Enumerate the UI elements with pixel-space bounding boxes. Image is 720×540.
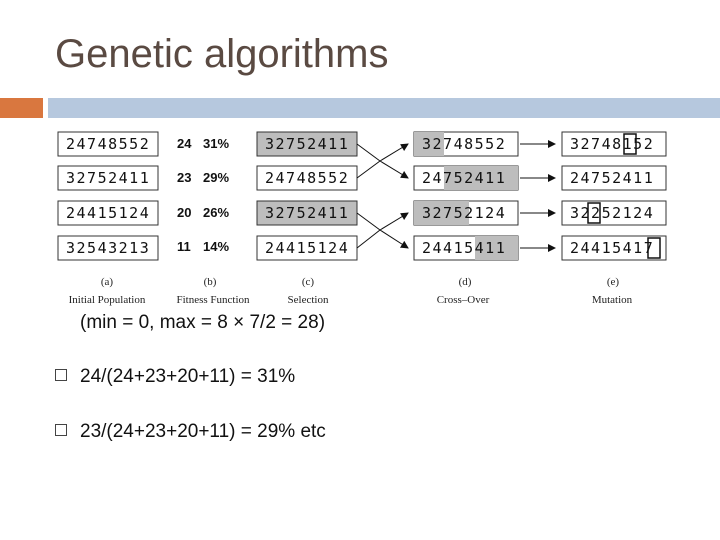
fitness-score-2: 23 (177, 170, 192, 185)
crossover-seq-3: 32752124 (422, 204, 507, 222)
cross-line-4 (357, 230, 380, 248)
selection-seq-2: 24748552 (265, 169, 350, 187)
bullet-square-icon (55, 424, 67, 436)
genetic-algorithm-figure (50, 125, 680, 310)
initial-seq-4: 32543213 (66, 239, 151, 257)
cross-arrow-2 (380, 161, 408, 178)
mutation-seq-2: 24752411 (570, 169, 655, 187)
caption-d-label: Cross–Over (436, 294, 490, 306)
caption-c-letter: (c) (301, 276, 315, 288)
accent-bar-blue (48, 98, 720, 118)
crossover-lines (357, 144, 408, 248)
caption-b-letter: (b) (203, 276, 217, 288)
selection-column (257, 132, 357, 260)
fitness-score-3: 20 (177, 205, 192, 220)
fitness-score-4: 11 (177, 239, 191, 254)
cross-arrow-4 (380, 230, 408, 248)
fitness-percent-2: 29% (203, 170, 230, 185)
fitness-percent-4: 14% (203, 239, 230, 254)
caption-a-label: Initial Population (68, 294, 146, 306)
cross-line-2 (357, 161, 380, 178)
caption-e-letter: (e) (606, 276, 620, 288)
bullet-text-2: 23/(24+23+20+11) = 29% etc (80, 421, 326, 442)
bullet-item-2 (55, 421, 326, 443)
caption-e-label: Mutation (591, 294, 633, 306)
cross-arrow-1 (380, 144, 408, 161)
crossover-seq-4: 24415411 (422, 239, 507, 257)
fitness-percent-1: 31% (203, 136, 230, 151)
figure-captions (69, 276, 633, 306)
mutation-column (562, 132, 666, 260)
caption-a-letter: (a) (100, 276, 114, 288)
mutation-seq-1: 32748152 (570, 135, 655, 153)
initial-seq-1: 24748552 (66, 135, 151, 153)
mutation-arrows (520, 144, 555, 248)
caption-d-letter: (d) (458, 276, 472, 288)
crossover-seq-1: 32748552 (422, 135, 507, 153)
mutation-seq-3: 32252124 (570, 204, 655, 222)
initial-seq-2: 32752411 (66, 169, 151, 187)
initial-seq-3: 24415124 (66, 204, 151, 222)
caption-c-label: Selection (287, 294, 329, 306)
mutation-seq-4: 24415417 (570, 239, 655, 257)
selection-seq-1: 32752411 (265, 135, 350, 153)
crossover-column (414, 132, 518, 260)
initial-population-column (58, 132, 158, 260)
cross-line-3 (357, 213, 380, 230)
caption-b-label: Fitness Function (176, 294, 250, 306)
accent-bar-orange (0, 98, 43, 118)
fitness-percent-3: 26% (203, 205, 230, 220)
fitness-column (177, 136, 229, 254)
fitness-range-formula: (min = 0, max = 8 × 7/2 = 28) (80, 312, 326, 333)
slide-title: Genetic algorithms (55, 32, 389, 76)
cross-arrow-3 (380, 213, 408, 230)
bullet-text-1: 24/(24+23+20+11) = 31% (80, 366, 296, 387)
selection-seq-3: 32752411 (265, 204, 350, 222)
fitness-score-1: 24 (177, 136, 192, 151)
selection-seq-4: 24415124 (265, 239, 350, 257)
bullet-item-1 (55, 366, 295, 388)
crossover-seq-2: 24752411 (422, 169, 507, 187)
bullet-square-icon (55, 369, 67, 381)
cross-line-1 (357, 144, 380, 161)
ga-diagram-svg (50, 125, 680, 310)
